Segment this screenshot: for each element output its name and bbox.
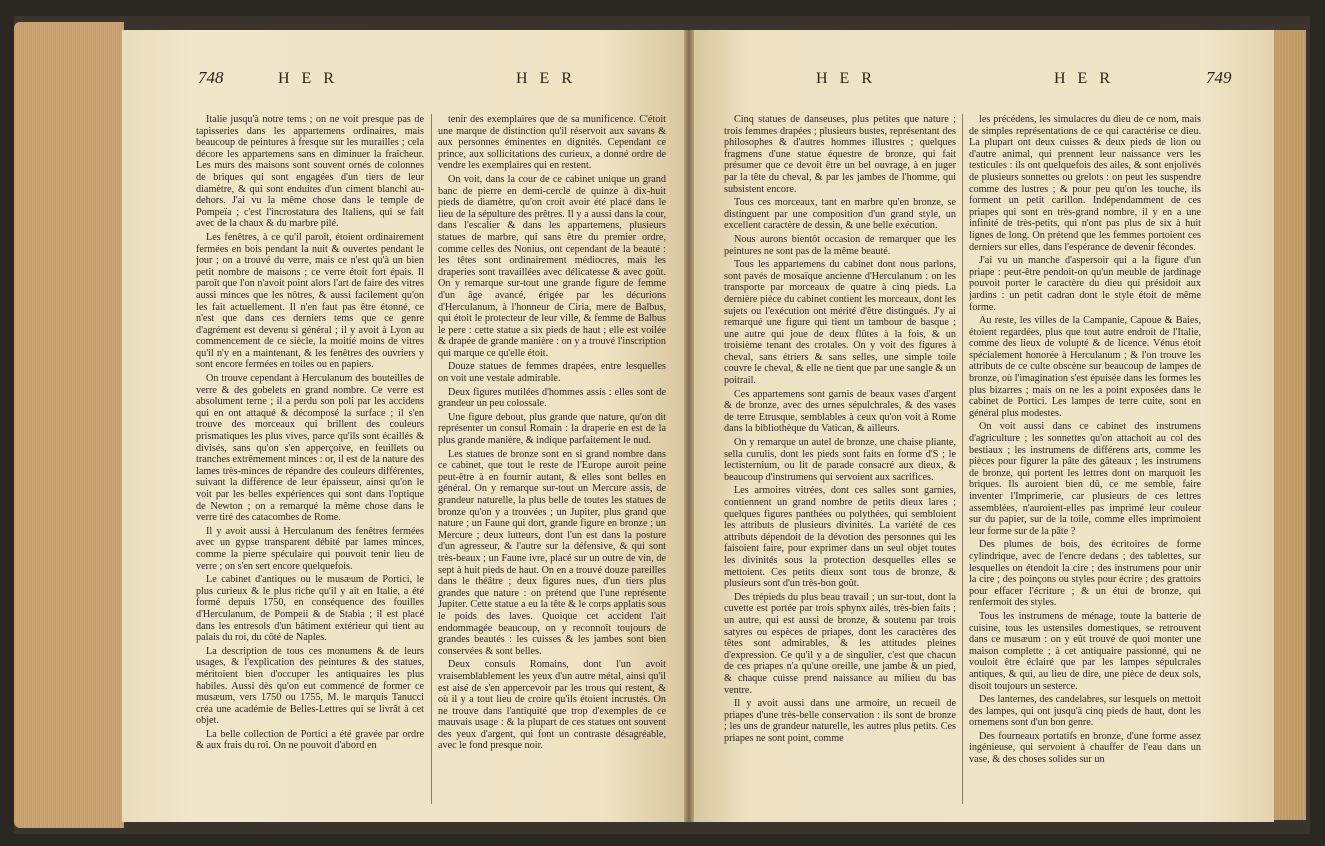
paragraph: Nous aurons bientôt occasion de remarquer que les peintures ne sont pas de la même beauté. [724,233,956,257]
paragraph: La description de tous ces monumens & de leurs usages, & l'explication des peintures & des statues, méritoient bien d'occuper les antiquaires les plus habiles. Aussi dès qu'on eut commencé de former ce musæum, vers 1750 ou 1755, M. le marquis Tanucci créa une académie de Belles-Lettres qui se livrât à cet objet. [196,645,424,727]
paragraph: On voit aussi dans ce cabinet des instrumens d'agriculture ; les sonnettes qu'on attachoit au col des bestiaux ; les instrumens de différens arts, comme les pièces pour figurer la pâte des gâteaux ; les instrumens de bronze, qui portent les lettres dont on marquoit les briques. Ils auroient bien dû, ce me semble, faire inventer l'Imprimerie, car plusieurs de ces lettres assemblées, n'auroient-elles pas imprimé leur couleur sur du papier, sur de la toile, comme elles imprimoient leur forme sur de la pâte ? [969,421,1201,537]
column-rule [431,114,432,804]
paragraph: Au reste, les villes de la Campanie, Capoue & Baies, étoient regardées, plus que tout autre endroit de l'Italie, comme des lieux de volupté & de licence. Vénus étoit spécialement honorée à Herculanum ; & l'on trouve les attributs de ce culte obscène sur beaucoup de lampes de bronze, où l'imagination s'est épuisée dans les formes les plus bizarres ; mais on ne les a point exposées dans le cabinet de Portici. Les lampes de terre cuite, sont en général plus modestes. [969,315,1201,419]
paragraph: Tous les instrumens de ménage, toute la batterie de cuisine, tous les ustensiles domestiques, se retrouvent dans ce musæum : on y eût trouvé de quoi monter une maison complette ; à cet antiquaire passionné, qui ne vouloit être éclairé que par les lampes sépulcrales antiques, & qui, au lieu de dire, une pièce de deux sols, disoit toujours un sesterce. [969,610,1201,692]
column-rule [962,114,963,804]
paragraph: Des fourneaux portatifs en bronze, d'une forme assez ingénieuse, qui servoient à chauffer de l'eau dans un vase, & des choses solides sur un [969,730,1201,766]
paragraph: Ces appartemens sont garnis de beaux vases d'argent & de bronze, avec des urnes sépulchrales, & des vases de terre Etrusque, semblables à ceux qu'on voit à Rome dans la bibliothèque du Vatican, & ailleurs. [724,388,956,435]
paragraph: Il y avoit aussi à Herculanum des fenêtres fermées avec un gypse transparent débité par lames minces, comme la pierre spéculaire qui pouvoit tenir lieu de verre ; on s'en sert encore quelquefois. [196,525,424,572]
running-head: H E R [816,70,876,87]
text-column-1 [724,114,956,804]
paragraph: Douze statues de femmes drapées, entre lesquelles on voit une vestale admirable. [438,361,666,385]
paragraph: Deux consuls Romains, dont l'un avoit vraisemblablement les yeux d'un autre métal, ainsi qu'il est aisé de s'en appercevoir par les trous qui restent, & où il y a tout lieu de croire qu'ils étoient incrustés. On ne trouve dans l'antiquité que trop d'exemples de ce mauvais usage : & la plupart de ces statues ont souvent des yeux d'argent, qui font un contraste désagréable, avec le fond presque noir. [438,659,666,752]
page-edges-right [1272,30,1306,820]
paragraph: Le cabinet d'antiques ou le musæum de Portici, le plus curieux & le plus riche qu'il y ait en Italie, a été formé depuis 1750, en conséquence des fouilles d'Herculanum, de Pompeii & de Stabia ; il est placé dans les entresols d'un bâtiment extérieur qui tient au palais du roi, du côté de Naples. [196,574,424,644]
paragraph: Les statues de bronze sont en si grand nombre dans ce cabinet, que tout le reste de l'Europe auroit peine peut-être à en fournir autant, & elles sont belles en général. On y remarque sur-tout un Mercure assis, de grandeur naturelle, la plus belle de toutes les statues de bronze qu'on y a trouvées ; un Jupiter, plus grand que nature ; un Faune qui dort, grande figure en bronze ; un Mercure ; deux lutteurs, dont l'un est dans la posture d'un agresseur, & l'autre sur la défensive, & qui sont très-beaux ; un Faune ivre, placé sur un outre de vin, de sept à huit pieds de haut. On en a trouvé douze pareilles dans le théâtre ; deux figures nues, d'un tiers plus grandes que nature : on prétend que l'une représente Jupiter. Cette statue a eu la tête & le corps applatis sous le poids des laves. Quoique cet accident l'ait endommagée beaucoup, on y reconnoît toujours de grandes beautés : les cuisses & les jambes sont bien conservées & sont belles. [438,448,666,657]
paragraph: Tous les appartemens du cabinet dont nous parlons, sont pavés de mosaïque ancienne d'Herculanum : on les transporte par morceaux de quatre à cinq pieds. La dernière pièce du cabinet contient les morceaux, dont les sujets ou l'exécution ont mérité d'être distingués. J'y ai remarqué une figure qui tient un tambour de basque ; une autre qui joue de deux flûtes à la fois, & un troisième tenant des crotales. On y voit des figures à cheval, sans étriers & sans selles, une simple toile couvre le cheval, & elle ne tient que par une sangle & un poitrail. [724,259,956,387]
page-number: 749 [1206,68,1232,87]
running-head: H E R [278,70,338,87]
running-head: H E R [516,70,576,87]
paragraph: On voit, dans la cour de ce cabinet unique un grand banc de pierre en demi-cercle de quinze à dix-huit pieds de diamètre, qu'on croit avoir été placé dans le lieu de la sépulture des prêtres. Il y a aussi dans la cour, dans l'escalier & dans les appartemens, plusieurs statues de marbre, qui sans être du premier ordre, comme celles des Nonius, ont cependant de la beauté : les têtes sont ordinairement médiocres, mais les draperies sont travaillées avec délicatesse & avec goût. On y remarque sur-tout une grande figure de femme d'un âge avancé, érigée par les décurions d'Herculanum, à l'honneur de Ciria, mere de Balbus, qui étoit le protecteur de leur ville, & femme de Balbus le pere : cette statue a six pieds de haut ; elle est voilée & drapée de grande manière : on y a trouvé l'inscription qui marque ce qu'elle étoit. [438,173,666,359]
paragraph: Tous ces morceaux, tant en marbre qu'en bronze, se distinguent par une composition d'un grand style, un excellent caractère de dessin, & une belle exécution. [724,197,956,232]
paragraph: On trouve cependant à Herculanum des bouteilles de verre & des gobelets en grand nombre. Ce verre est absolument terne ; il a perdu son poli par les accidens qui en ont attaqué & décomposé la surface ; il s'en trouve des morceaux qui brillent des couleurs prismatiques les plus vives, parce qu'ils sont écaillés & divisés, sans qu'on s'en apperçoive, en feuillets ou tranches extrêmement minces : or, il est de la nature des lames très-minces de répandre des couleurs différentes, suivant la différence de leur épaisseur, ainsi qu'on le voit par les belles expériences qui sont dans l'optique de Newton ; on a remarqué la même chose dans le verre tiré des catacombes de Rome. [196,373,424,524]
text-column-1 [196,114,424,804]
paragraph: Deux figures mutilées d'hommes assis : elles sont de grandeur un peu colossale. [438,386,666,410]
paragraph: Les armoires vitrées, dont ces salles sont garnies, contiennent un grand nombre de petits dieux lares ; quelques figures panthées ou polythées, qui sembloient les attributs de plusieurs divinités. La variété de ces attributs dépendoit de la dévotion des personnes qui les faisoient faire, pour exprimer dans un seul objet toutes les divinités sous la protection desquelles elles se mettoient. Ces petits dieux sont tous de bronze, & plusieurs sont d'un très-bon goût. [724,485,956,590]
paragraph: Des trépieds du plus beau travail ; un sur-tout, dont la cuvette est portée par trois sphynx ailés, très-bien faits ; un autre, qui est aussi de bronze, & soutenu par trois satyres ou espèces de priapes, dont les caractères des têtes sont admirables, & les attitudes pleines d'expression. Ce qu'il y a de singulier, c'est que chacun de ces priapes n'a qu'une oreille, une jambe & un pied, & chaque cuisse prend naissance au milieu du bas ventre. [724,591,956,696]
paragraph: tenir des exemplaires que de sa munificence. C'étoit une marque de distinction qu'il réservoit aux savans & aux personnes éminentes en dignités. Cependant ce prince, aux sollicitations des curieux, a donné ordre de vendre les exemplaires qui en restent. [438,114,666,172]
paragraph: J'ai vu un manche d'aspersoir qui a la figure d'un priape : peut-être pendoit-on qu'un meuble de jardinage pouvoit porter le caractère du dieu qui présidoit aux jardins : un petit cadran dont le style étoit de même forme. [969,255,1201,313]
text-column-2 [969,114,1201,804]
running-head: H E R [1054,70,1114,87]
paragraph: On y remarque un autel de bronze, une chaise pliante, sella curulis, dont les pieds sont faits en forme d'S ; le lectisternium, ou lit de parade consacré aux dieux, & beaucoup d'instrumens qui servoient aux sacrifices. [724,437,956,483]
paragraph: Il y avoit aussi dans une armoire, un recueil de priapes d'une très-belle conservation : ils sont de bronze ; les uns de grandeur naturelle, les autres plus petits. Ces priapes ne sont point, comme [724,698,956,744]
paragraph: Des lanternes, des candelabres, sur lesquels on mettoit des lampes, qui ont jusqu'à cinq pieds de haut, dont les ornemens sont d'un bon genre. [969,694,1201,729]
text-column-2 [438,114,666,804]
page-edges-left [14,22,124,828]
paragraph: La belle collection de Portici a été gravée par ordre & aux frais du roi. On ne pouvoit d'abord en [196,728,424,752]
paragraph: Des plumes de bois, des écritoires de forme cylindrique, avec de l'encre dedans ; des tablettes, sur lesquelles on étendoit la cire ; des instrumens pour unir la cire ; des poinçons ou styles pour écrire ; des grattoirs pour effacer l'écriture ; & un étui de bronze, qui renfermoit des styles. [969,539,1201,609]
book-gutter [684,30,694,822]
paragraph: Cinq statues de danseuses, plus petites que nature ; trois femmes drapées ; plusieurs bustes, représentant des philosophes & d'autres hommes illustres ; quelques fragmens d'une statue équestre de bronze, qui fait présumer que ce devoit être un bel ouvrage, à en juger par la tête du cheval, & par les jambes de l'homme, qui subsistent encore. [724,114,956,195]
paragraph: Les fenêtres, à ce qu'il paroît, étoient ordinairement fermées en bois pendant la nuit & ouvertes pendant le jour ; on a trouvé du verre, mais ce n'est qu'à un bien petit nombre de maisons ; ce verre étoit fort épais. Il paroît que l'on n'avoit point alors l'art de faire des vitres aussi minces que les nôtres, & aussi facilement qu'on les fait actuellement. Il n'en faut pas être étonné, ce n'est que dans ces derniers tems que ce genre d'agrément est devenu si général ; il y avoit à Lyon au commencement de ce siècle, la moitié moins de vitres qu'il n'y en a maintenant, & les fenêtres des ouvriers y sont encore fermées en toiles ou en papiers. [196,231,424,371]
paragraph: Italie jusqu'à notre tems ; on ne voit presque pas de tapisseries dans les appartemens ordinaires, mais beaucoup de peintures à fresque sur les murailles ; cela décore les appartemens sans en diminuer la fraîcheur. Les murs des maisons sont souvent ornés de colonnes de briques qui sont engagées d'un tiers de leur diamètre, & qui sont enduites d'un ciment blanchi au-dehors. J'ai vu la même chose dans le temple de Pompeïa ; c'est l'incrostatura des Italiens, qui se fait avec de la chaux & du marbre pilé. [196,114,424,230]
paragraph: Une figure debout, plus grande que nature, qu'on dit représenter un consul Romain : la draperie en est de la plus grande manière, & indique parfaitement le nud. [438,411,666,447]
paragraph: les précédens, les simulacres du dieu de ce nom, mais de simples représentations de ce qui caractérise ce dieu. La plupart ont deux cuisses & deux pieds de lion ou d'autre animal, qui prennent leur naissance vers les testicules : ils ont quelquefois des ailes, & sont enjolivés de plusieurs sonnettes ou grelots : on peut les suspendre comme des lustres ; & pour peu qu'on les touche, ils forment un petit carillon. Indépendamment de ces priapes qui sont en très-grand nombre, il y en a une infinité de très-petits, qui n'ont pas plus de six à huit lignes de long. On prétend que les femmes portoient ces derniers sur elles, dans l'espérance de devenir fécondes. [969,114,1201,253]
right-page [690,30,1274,822]
left-page-header [122,68,688,90]
left-page [122,30,688,822]
page-number: 748 [198,68,224,87]
right-page-header [690,68,1274,90]
